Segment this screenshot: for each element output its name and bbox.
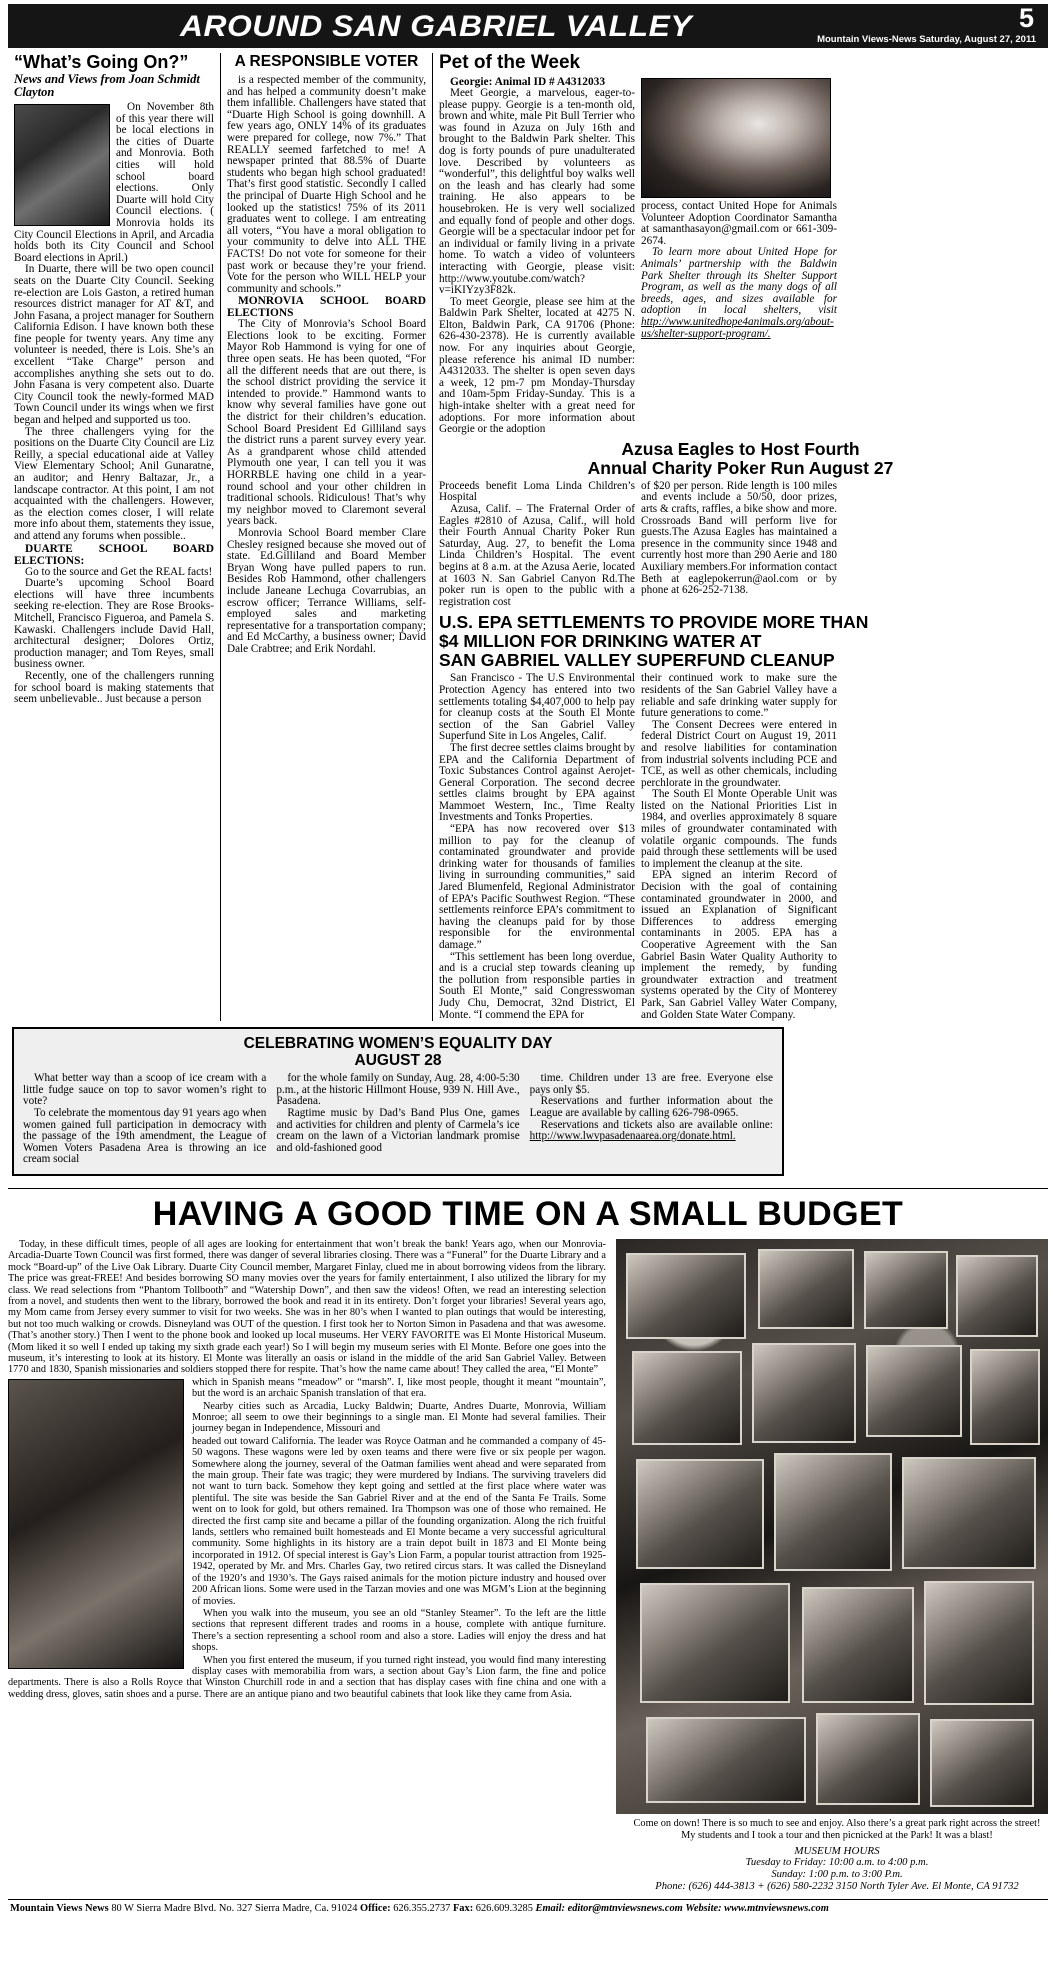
epa-settlements-section [439,613,1042,1021]
museum-hours-sunday: Sunday: 1:00 p.m. to 3:00 P.m. [771,1868,903,1880]
collage-photo [774,1453,892,1571]
collage-photo [752,1343,856,1443]
museum-hours-weekday: Tuesday to Friday: 10:00 a.m. to 4:00 p.m. [745,1856,929,1868]
azusa-headline-line1: Azusa Eagles to Host Fourth [621,438,860,459]
paragraph: Nearby cities such as Arcadia, Lucky Baldwin; Duarte, Andres Duarte, Monrovia, William Monroe; all seem to owe their beginnings to a single man. El Monte had several families. Their journey began in Independence, Missouri and [192,1400,606,1435]
collage-photo [956,1255,1038,1337]
paragraph: which in Spanish means “meadow” or “marsh”. I, like most people, thought it meant “mountain”, but the word is an archaic Spanish translation of that era. [192,1376,606,1400]
paragraph: The first decree settles claims brought by EPA and the California Department of Toxic Substances Control against Aerojet-General Corporation. The second decree settles claims brought by EPA against Mammoet Western, Inc., Time Realty Investments and Tonks Properties. [439,741,635,824]
azusa-headline [439,440,1042,478]
paragraph: of $20 per person. Ride length is 100 miles and events include a 50/50, door prizes, arts & crafts, raffles, a bike show and more. Crossroads Band will perform live for guests.The Azusa Eagles has maintained a presence in the community since 1948 and currently host more than 290 Aerie and 180 Auxiliary members.For information contact Beth at eaglepokerrun@aol.com or by phone at 626-252-7138. [641,479,837,597]
united-hope-link[interactable]: http://www.unitedhope4animals.org/about-us/shelter-support-program/. [641,315,834,340]
column-responsible-voter [220,53,432,1021]
museum-contact: Phone: (626) 444-3813 + (626) 580-2232 3150 North Tyler Ave. El Monte, CA 91732 [655,1880,1019,1892]
column1-headline: “What’s Going On?” [14,52,189,72]
paragraph: headed out toward California. The leader was Royce Oatman and he commanded a company of 45-50 wagons. These wagons were led by oxen teams and there were five or six people per wagon. Somewhere along the journey, several of the Oatman families went ahead and were separated from the main group. Their fate was tragic; they were murdered by Indians. The surviving travelers did not want to turn back. Somehow they kept going and settled at the first place where water was plentiful. The site was beside the San Gabriel River and at the end of the Santa Fe Trails. Some went on to look for gold, but others remained. Ira Thompson was one of those who remained. He directed the first camp site and became a pillar of the founding organization. Along the rich fruitful lands, settlers who remained built homesteads and El Monte became a very successful agricultural community. Some highlights in its history are a train depot built in 1873 and El Monte being incorporated in 1912. Of special interest is Gay’s Lion Farm, a popular tourist attraction from 1925-1942, operated by Mr. and Mrs. Charles Gay, two retired circus stars. It was called the Disneyland of the 1920’s and 1930’s. The Gays raised animals for the motion picture industry and housed over 200 African lions. Some were used in the Tarzan movies and one was MGM’s Lion at the beginning of movies. [192,1435,606,1607]
paragraph: Go to the source and Get the REAL facts! [25,565,213,578]
bottom-article-headline: HAVING A GOOD TIME ON A SMALL BUDGET [8,1188,1048,1233]
footer-office-number: 626.355.2737 [393,1902,451,1914]
paragraph: Monrovia School Board member Clare Chesley resigned because she moved out of state. Ed.Gilliland and Board Member Bryan Wong have pulled papers to run. Besides Rob Hammond, other challengers include Janeane Lechuga Covarrubias, an escrow officer; Terrance Williams, self-employed sales and marketing representative for a transportation company; and Ed McCarthy, a business owner; David Dale Crabtree; and Erik Nordahl. [227,526,426,655]
paragraph: Duarte’s upcoming School Board elections will have three incumbents seeking re-election. They are Rose Brooks-Mitchell, Francisco Figueroa, and Pamela S. Kawaski. Challengers include David Hall, architectural designer; Dolores Ortiz, production manager; and Tom Reyes, small business owner. [14,577,214,671]
paragraph [530,1120,773,1143]
page-footer [8,1900,1048,1915]
footer-website[interactable]: www.mtnviewsnews.com [724,1902,829,1914]
paragraph: for the whole family on Sunday, Aug. 28, 4:00-5:30 p.m., at the historic Hillmont House, 939 N. Hill Ave., Pasadena. [276,1072,520,1108]
museum-hours-title: MUSEUM HOURS [794,1844,880,1857]
equality-reservations-text: Reservations and tickets also are available online: [540,1118,773,1131]
epa-headline-line1: U.S. EPA SETTLEMENTS TO PROVIDE MORE THAN [439,612,869,633]
museum-caption-line1: Come on down! There is so much to see and enjoy. Also there’s a great park right across the street! [633,1817,1041,1829]
collage-photo [970,1349,1040,1445]
column-whats-going-on [8,53,220,1021]
footer-fax-number: 626.609.3285 [475,1902,533,1914]
paragraph: time. Children under 13 are free. Everyone else pays only $5. [529,1072,773,1096]
museum-hours-block [620,1845,1054,1893]
azusa-headline-line2: Annual Charity Poker Run August 27 [587,457,894,478]
equality-title-line1: CELEBRATING WOMEN’S EQUALITY DAY [243,1035,553,1053]
azusa-lead: Proceeds benefit Loma Linda Children’s Hospital [439,479,635,504]
museum-caption-line2: My students and I took a tour and then picnicked at the Park! It was a blast! [681,1829,993,1841]
paragraph: their continued work to make sure the residents of the San Gabriel Valley have a reliable and safe drinking water supply for future generations to come.” [641,672,837,720]
collage-photo [802,1587,914,1703]
collage-photo [758,1249,854,1329]
pet-right-col [641,76,837,436]
equality-title-line2: AUGUST 28 [354,1052,442,1070]
paragraph: When you first entered the museum, if you turned right instead, you would find many interesting display cases with memorabilia from wars, a section about Gay’s Lion farm, the fine and police departments. There is also a Rolls Royce that Winston Churchill rode in and a section that has display cases with fine china and one with a wedding dress, gloves, satin shoes and a purse. There are an antique piano and two beautiful cabinets that look like they came from Asia. [8,1654,606,1700]
paragraph: Reservations and further information about the League are available by calling 626-798-0965. [529,1095,773,1119]
collage-photo [924,1581,1034,1705]
paragraph: San Francisco - The U.S Environmental Protection Agency has entered into two settlements totaling $4,407,000 to help pay for cleanup costs at the South El Monte section of the San Gabriel Valley Superfund Site in Los Angeles, Calif. [439,672,635,743]
pet-animal-id: Georgie: Animal ID # A4312033 [450,76,606,88]
masthead-banner [8,4,1048,48]
collage-photo [626,1253,746,1339]
paragraph: process, contact United Hope for Animals Volunteer Adoption Coordinator Samantha at samanthasayon@gmail.com or 661-309-2674. [641,200,837,247]
paragraph: Recently, one of the challengers running for school board is making statements that seem unbelievable.. Just because a person [14,669,214,706]
paragraph: What better way than a scoop of ice cream with a little fudge sauce on top to savor women’s right to vote? [23,1072,267,1108]
womens-equality-day-box [12,1027,784,1176]
footer-email-label: Email: [535,1902,565,1914]
epa-headline [439,613,1042,670]
footer-paper-name: Mountain Views News [10,1902,109,1914]
azusa-eagles-section [439,440,1042,609]
collage-photo [632,1351,742,1445]
newspaper-page [0,4,1056,1962]
page-title: AROUND SAN GABRIEL VALLEY [180,10,693,43]
paragraph: When you walk into the museum, you see an old “Stanley Steamer”. To the left are the little sections that represent different trades and rooms in a house, complete with antique furniture. There’s a section representing a school room and also a store. Ladies will enjoy the dress and hat shops. [192,1607,606,1654]
page-number: 5 [1018,3,1034,33]
paragraph: On November 8th of this year there will be local elections in the cities of Duarte and Monrovia. Both cities will hold school board elections. Only Duarte will hold City Council elections. ( Monrovia holds its City Council Elections in April, and Arcadia holds both its City Council and School Board elections in April.) [14,101,214,264]
monrovia-school-board-subhead: MONROVIA SCHOOL BOARD ELECTIONS [227,295,426,320]
footer-website-label: Website: [685,1902,722,1914]
paragraph: The three challengers vying for the positions on the Duarte City Council are Liz Reilly, a special educational aide at Valley View Elementary School; Anil Gunaratne, an auditor; and Henry Baltazar, Jr., a landscape contractor. At this point, I am not acquainted with the challengers. However, as the election comes closer, I will relate more info about them, statements they issue, and attend any forums when possible.. [14,425,214,542]
paragraph: The City of Monrovia’s School Board Elections look to be exciting. Former Mayor Rob Hammond is vying for one of three open seats. He has been quoted, “For all the different needs that are out there, is the school district providing the service it intended to provide.” Hammond wants to know why several families have gone out the district for their children’s education. School Board President Ed Gilliland says the district runs a parent survey every year. As a grandparent whose child attended Plymouth one year, I can tell you it was HORRBLE having one child in a year-round school and your other children in traditional schools. Ridiculous! That’s why my neighbor moved to Claremont several years back. [227,318,426,528]
collage-photo [646,1717,806,1803]
museum-photo-collage [616,1239,1048,1814]
collage-photo [902,1457,1036,1569]
top-columns-region [8,53,1048,1021]
paragraph: Meet Georgie, a marvelous, eager-to-please puppy. Georgie is a ten-month old, brown and white, male Pit Bull Terrier who was found in Azuza on July 16th and brought to the Baldwin Park shelter. This dog is forty pounds of pure unadulterated love. Described by volunteers as “wonderful”, this delightful boy walks well on the leash and has clearly had some training. He also appears to be housebroken. He is very well socialized and equally fond of people and other dogs. Georgie will be a spectacular indoor pet for an individual or family living in a private home. To watch a video of volunteers interacting with Georgie, please visit: http://www.youtube.com/watch?v=iKIYzy3F82k. [439,87,635,297]
paragraph: To meet Georgie, please see him at the Baldwin Park Shelter, located at 4275 N. Elton, Baldwin Park, CA 91706 (Phone: 626-430-2378). He is currently available now. For any inquiries about Georgie, please reference his animal ID number: A4312033. The shelter is open seven days a week, 12 pm-7 pm Monday-Thursday and 10am-5pm Friday-Sunday. This is a high-intake shelter with a great need for adoptions. For more information about Georgie or the adoption [439,295,635,436]
paragraph: To celebrate the momentous day 91 years ago when women gained full participation in democracy with the passage of the 19th amendment, the League of Women Voters Pasadena Area is throwing an ice cream social [23,1106,267,1166]
column1-subhead: News and Views from Joan Schmidt Clayton [14,72,200,99]
joan-schmidt-portrait-photo [14,104,110,226]
paragraph: The Consent Decrees were entered in federal District Court on August 19, 2011 and resolve liabilities for contamination from industrial solvents including PCE and TCE, as well as other chemicals, including perchlorate in the groundwater. [641,718,837,789]
paragraph [641,247,837,340]
paragraph: EPA signed an interim Record of Decision with the goal of containing contaminated groundwater in 2000, and issued an Explanation of Significant Differences to address emerging contaminants in 2005. EPA has a Cooperative Agreement with the San Gabriel Basin Water Quality Authority to implement the remedy, by funding groundwater extraction and treatment systems operated by the City of Monterey Park, San Gabriel Valley Water Company, and Golden State Water Company. [641,869,837,1021]
footer-email[interactable]: editor@mtnviewsnews.com [567,1902,683,1914]
column2-headline: A RESPONSIBLE VOTER [234,53,419,70]
epa-headline-line3: SAN GABRIEL VALLEY SUPERFUND CLEANUP [439,650,835,671]
paragraph: is a respected member of the community, and has helped a community doesn’t make them infallible. Challengers have stated that “Duarte High School is going downhill. A few years ago, ONLY 14% of its graduates were prepared for college, now 7%.” That REALLY seemed farfetched to me! A newspaper printed that 88.5% of Duarte students who began high school graduated! That’s first good statistic. Secondly I called the principal of Duarte High School and he looked up the statistics! 75% of its 2011 graduates went to college. I am entreating all voters, “You have a moral obligation to your community to delve into ALL THE FACTS! Do not vote for someone for their past work or because they’re your friend. Vote for the person who WILL HELP your community and schools.” [227,74,426,295]
footer-office-label: Office: [360,1902,391,1914]
footer-address: 80 W Sierra Madre Blvd. No. 327 Sierra Madre, Ca. 91024 [111,1902,358,1914]
equality-body [23,1073,773,1166]
paragraph: Today, in these difficult times, people of all ages are looking for entertainment that won’t break the bank! Years ago, when our Monrovia-Arcadia-Duarte Town Council was first formed, there was danger of several libraries closing. There was a “Funeral” for the Duarte Library and a mock “Board-up” of the Live Oak Library. Duarte City Council member, Margaret Finlay, clued me in about borrowing videos from the library. The price was great-FREE! And besides borrowing SO many movies over the years for family entertainment, I also utilized the library for my class. We read selections from “Phantom Tollbooth” and “Watership Down”, and then saw the videos! Often, we read an interesting selection from a novel, and students then went to the library, borrowed the book and read it in its entirety. Don’t forget your libraries! Several years ago, my Mom came from Jersey every summer to visit for two weeks. She was in her 80’s when I wanted to plan outings that would be interesting, but not too much walking or crowds. Disneyland was OUT of the question. I first took her to Norton Simon in Pasadena and that was awesome. (That’s another story.) Then I went to the phone book and looked up local museums. Her VERY FAVORITE was El Monte Historical Museum. (Mom liked it so well I ended up taking my sixth grade each year!) So I will begin my museum series with El Monte. Before one goes into the museum, it’s interesting to look at its history. El Monte was literally an oasis or island in the middle of the arid San Gabriel Valley. Between 1770 and 1830, Spanish missionaries and soldiers stopped there for respite. That’s how the name came about! They called the area, “El Monte” [8,1238,606,1376]
collage-photo [864,1251,948,1329]
epa-headline-line2: $4 MILLION FOR DRINKING WATER AT [439,631,762,652]
footer-fax-label: Fax: [452,1902,474,1914]
paragraph: The South El Monte Operable Unit was listed on the National Priorities List in 1984, and overlies approximately 8 square miles of groundwater contaminated with volatile organic compounds. The funds paid through these settlements will be used to implement the cleanup at the site. [641,788,837,870]
pet-of-the-week-headline: Pet of the Week [439,52,581,73]
duarte-school-board-subhead: DUARTE SCHOOL BOARD ELECTIONS: [14,542,214,567]
museum-exhibit-photo [8,1379,184,1669]
paragraph: Ragtime music by Dad’s Band Plus One, games and activities for children and plenty of Carmela’s ice cream on the lawn of a Victorian landmark promise and old-fashioned good [276,1106,520,1154]
collage-photo [930,1719,1034,1807]
paragraph: “EPA has now recovered over $13 million to pay for the cleanup of contaminated groundwater and provide drinking water for thousands of families living in surrounding communities,” said Jared Blumenfeld, Regional Administrator of EPA’s Pacific Southwest Region. “These settlements reinforce EPA’s commitment to having the cleanups paid for by those responsible for the environmental damage.” [439,823,635,951]
collage-photo [640,1583,790,1703]
collage-photo [866,1345,962,1437]
bottom-article [8,1239,1048,1893]
pet-section [439,76,1042,436]
lwv-donate-link[interactable]: http://www.lwvpasadenaarea.org/donate.html. [529,1130,736,1143]
column-pet-azusa-epa [432,53,1048,1021]
equality-title [23,1035,773,1069]
paragraph: “This settlement has been long overdue, and is a crucial step towards cleaning up the pollution from responsible parties in South El Monte,” said Congresswoman Judy Chu, Democrat, 32nd District, El Monte. “I commend the EPA for [439,950,635,1021]
paragraph: In Duarte, there will be two open council seats on the Duarte City Council. Seeking re-election are Lois Gaston, a retired human resources district manager for AT &T, and John Fasana, a project manager for Southern California Edison. I have known both these fine people for twenty years. Any time any volunteer is needed, there is Lois. She’s an excellent “Take Charge” person and accomplishes anything she sets out to do. John Fasana is very competent also. Duarte City Council took the newly-formed MAD Town Council under its wings when we first began and helped and supported us too. [14,263,214,427]
georgie-dog-photo [641,78,831,198]
pet-text-left [439,76,635,436]
masthead-credit: Mountain Views-News Saturday, August 27, 2011 [817,34,1036,45]
collage-photo [816,1713,920,1805]
paragraph: Azusa, Calif. – The Fraternal Order of Eagles #2810 of Azusa, Calif., will hold their Fourth Annual Charity Poker Run Saturday, Aug. 27, to benefit the Loma Linda Children’s Hospital. The event begins at 8 a.m. at the Azusa Aerie, located at 1603 N. San Gabriel Canyon Rd.The poker run is open to the public with a registration cost [439,503,635,608]
collage-photo [636,1459,764,1569]
pet-italic-note: To learn more about United Hope for Animals’ partnership with the Baldwin Park Shelter through its Shelter Support Program, as well as the many dogs of all breeds, ages, and sizes available for adoption in local shelters, visit [641,246,837,317]
column2-body [227,75,426,656]
